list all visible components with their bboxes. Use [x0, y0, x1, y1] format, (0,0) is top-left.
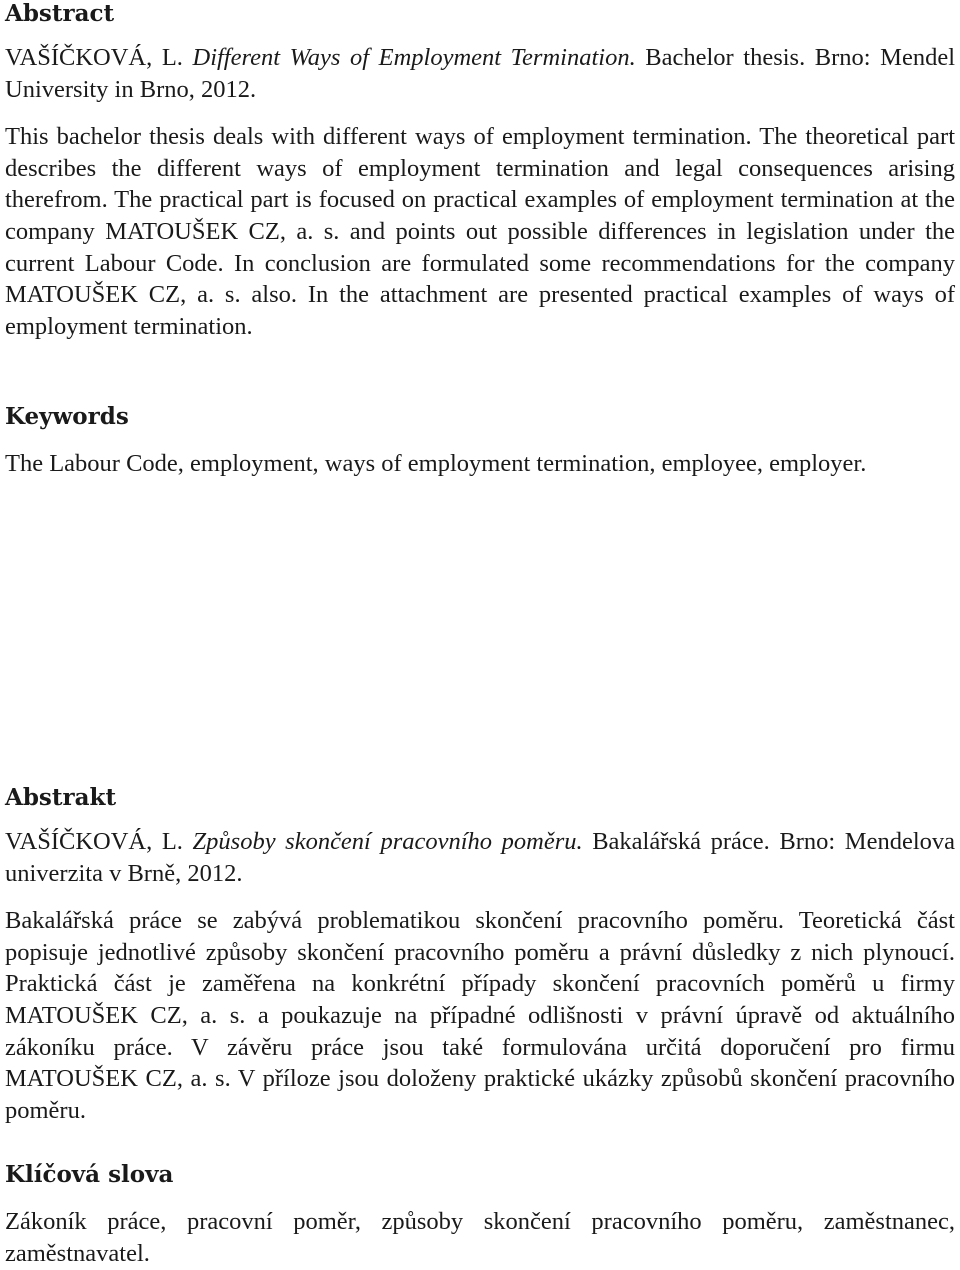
citation-author: VAŠÍČKOVÁ, L.	[5, 828, 183, 855]
citation-author: VAŠÍČKOVÁ, L.	[5, 44, 183, 71]
abstract-cz-citation	[5, 826, 955, 889]
keywords-cz-heading: Klíčová slova	[5, 1161, 174, 1188]
keywords-cz-section	[5, 1161, 955, 1269]
citation-publication: Bakalářská práce. Brno: Mendelova univerzita v Brně, 2012.	[5, 828, 956, 887]
citation-title: Different Ways of Employment Termination.	[192, 44, 636, 71]
citation-title: Způsoby skončení pracovního poměru.	[192, 828, 583, 855]
citation-publication: Bachelor thesis. Brno: Mendel University in Brno, 2012.	[5, 44, 956, 103]
abstract-en-heading: Abstract	[5, 0, 115, 27]
abstract-en-citation	[5, 42, 955, 105]
abstract-en-body: This bachelor thesis deals with different ways of employment termination. The theoretical part describes the different ways of employment termination and legal consequences arising therefrom. The practical part is focused on practical examples of employment termination at the company MATOUŠEK CZ, a. s. and points out possible differences in legislation under the current Labour Code. In conclusion are formulated some recommendations for the company MATOUŠEK CZ, a. s. also. In the attachment are presented practical examples of ways of employment termination.	[5, 123, 955, 340]
keywords-en-heading: Keywords	[5, 403, 129, 430]
keywords-en-section	[5, 403, 955, 480]
abstract-cz-heading: Abstrakt	[5, 784, 117, 811]
abstract-cz-body: Bakalářská práce se zabývá problematikou skončení pracovního poměru. Teoretická část popisuje jednotlivé způsoby skončení pracovního poměru a právní důsledky z nich plynoucí. Praktická část je zaměřena na konkrétní případy skončení pracovních poměrů u firmy MATOUŠEK CZ, a. s. a poukazuje na případné odlišnosti v právní úpravě od aktuálního zákoníku práce. V závěru práce jsou také formulována určitá doporučení pro firmu MATOUŠEK CZ, a. s. V příloze jsou doloženy praktické ukázky způsobů skončení pracovního poměru.	[5, 907, 955, 1124]
abstract-cz-section	[5, 784, 955, 1126]
keywords-cz-body: Zákoník práce, pracovní poměr, způsoby skončení pracovního poměru, zaměstnanec, zaměstnavatel.	[5, 1208, 955, 1267]
abstract-en-section	[5, 0, 955, 342]
keywords-en-body: The Labour Code, employment, ways of employment termination, employee, employer.	[5, 450, 867, 477]
